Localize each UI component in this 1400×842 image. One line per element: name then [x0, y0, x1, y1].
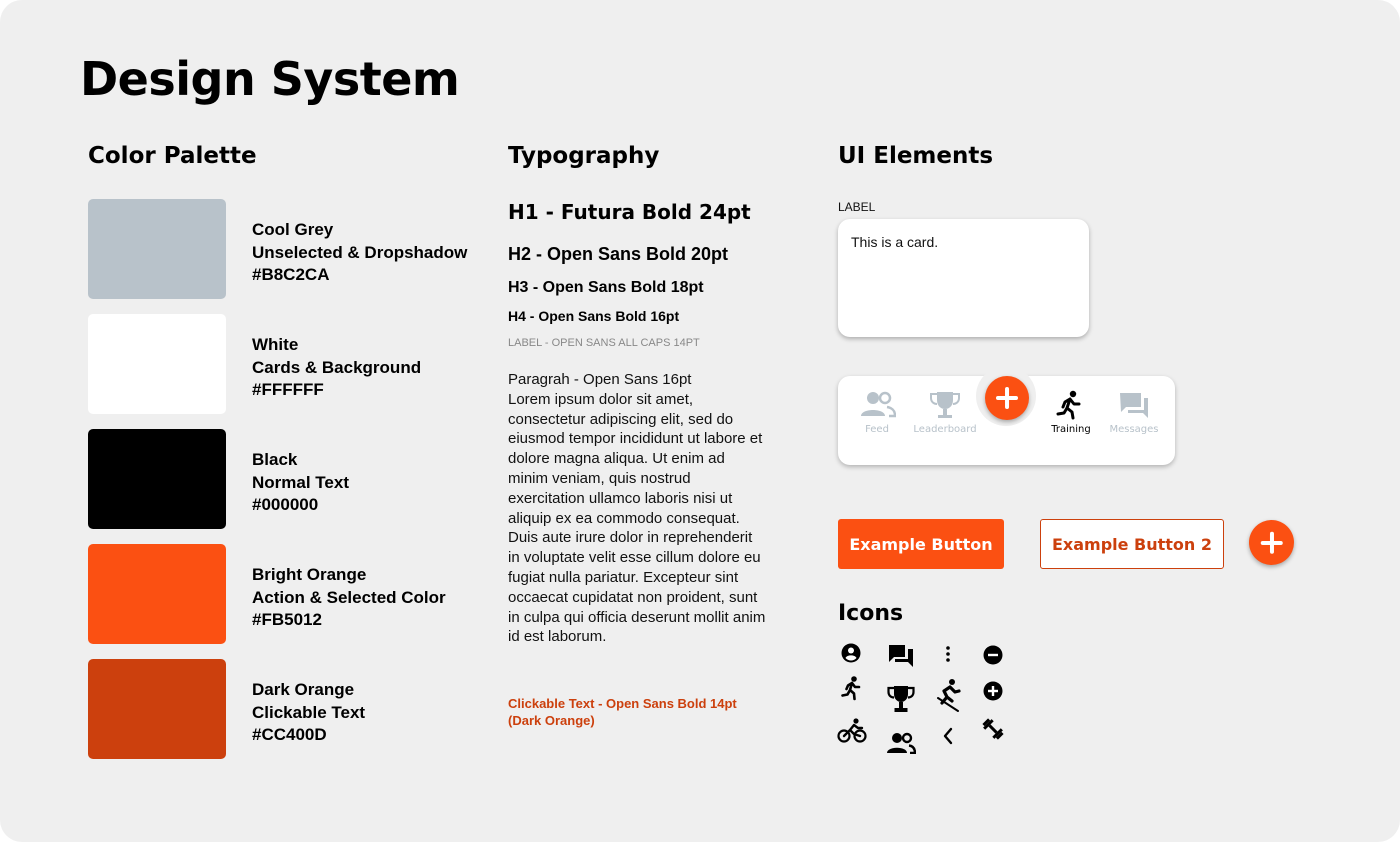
- color-swatch: [88, 659, 226, 759]
- color-swatch: [88, 544, 226, 644]
- trophy-icon: [886, 684, 916, 714]
- chevron-left-icon: [941, 727, 955, 745]
- nav-item-messages[interactable]: [1097, 376, 1171, 465]
- running-icon: [1054, 390, 1086, 420]
- h2-sample: H2 - Open Sans Bold 20pt: [508, 244, 729, 264]
- nav-label: Leaderboard: [913, 424, 977, 435]
- bottom-nav-bar: [838, 376, 1175, 465]
- color-hex: #FB5012: [252, 610, 322, 629]
- card-label: LABEL: [838, 200, 876, 214]
- add-fab-button-standalone[interactable]: [1249, 520, 1294, 565]
- color-name: Dark Orange: [252, 680, 355, 699]
- paragraph-title: Paragrah - Open Sans 16pt: [508, 371, 692, 388]
- h3-sample: H3 - Open Sans Bold 18pt: [508, 279, 704, 296]
- typography-heading: Typography: [508, 143, 660, 169]
- example-card[interactable]: [838, 219, 1089, 337]
- color-palette-heading: Color Palette: [88, 143, 257, 169]
- example-button-2[interactable]: Example Button 2: [1040, 519, 1224, 569]
- color-name: Bright Orange: [252, 565, 367, 584]
- color-usage: Action & Selected Color: [252, 587, 446, 607]
- nav-label: Training: [1051, 424, 1091, 435]
- paragraph-sample: [508, 370, 768, 647]
- color-info: [252, 449, 492, 517]
- nav-label: Messages: [1109, 424, 1159, 435]
- color-info: [252, 219, 492, 287]
- cycling-icon: [837, 718, 867, 744]
- color-name: Cool Grey: [252, 220, 334, 239]
- color-hex: #B8C2CA: [252, 265, 330, 284]
- forum-icon: [888, 644, 914, 668]
- example-button[interactable]: Example Button: [838, 519, 1004, 569]
- icons-heading: Icons: [838, 601, 904, 626]
- running-icon: [840, 676, 864, 702]
- color-info: [252, 564, 492, 632]
- add-fab-button[interactable]: [985, 376, 1029, 420]
- dumbbell-icon: [980, 716, 1006, 742]
- clickable-text-sample[interactable]: Clickable Text - Open Sans Bold 14pt (Dark Orange): [508, 696, 737, 728]
- nav-item-feed[interactable]: [840, 376, 914, 465]
- more-vertical-icon: [944, 645, 952, 663]
- minus-circle-icon: [983, 645, 1003, 665]
- color-swatch: [88, 429, 226, 529]
- color-info: [252, 334, 492, 402]
- account-circle-icon: [841, 643, 861, 663]
- color-usage: Normal Text: [252, 472, 349, 492]
- people-icon: [860, 390, 896, 418]
- h1-sample: H1 - Futura Bold 24pt: [508, 200, 751, 224]
- card-text: This is a card.: [851, 234, 939, 250]
- color-usage: Unselected & Dropshadow: [252, 242, 468, 262]
- people-icon: [886, 732, 916, 754]
- color-info: [252, 679, 492, 747]
- color-name: White: [252, 335, 299, 354]
- h4-sample: H4 - Open Sans Bold 16pt: [508, 308, 680, 324]
- nav-label: Feed: [865, 424, 889, 435]
- color-hex: #FFFFFF: [252, 380, 324, 399]
- color-swatch: [88, 314, 226, 414]
- color-swatch: [88, 199, 226, 299]
- chat-icon: [1117, 390, 1151, 420]
- ui-elements-heading: UI Elements: [838, 143, 994, 169]
- color-name: Black: [252, 450, 298, 469]
- color-hex: #CC400D: [252, 725, 327, 744]
- label-sample: LABEL - OPEN SANS ALL CAPS 14PT: [508, 337, 700, 349]
- paragraph-body: Lorem ipsum dolor sit amet, consectetur adipiscing elit, sed do eiusmod tempor incididunt ut labore et dolore magna aliqua. Ut enim ad minim veniam, quis nostrud exercitation ullamco laboris nisi ut aliquip ex ea commodo consequat. Duis aute irure dolor in reprehenderit in voluptate velit esse cillum dolore eu fugiat nulla pariatur. Excepteur sint occaecat cupidatat non proident, sunt in culpa qui officia deserunt mollit anim id est laborum.: [508, 390, 766, 646]
- page-title: Design System: [80, 52, 460, 106]
- skiing-icon: [934, 678, 962, 712]
- color-usage: Clickable Text: [252, 702, 366, 722]
- color-usage: Cards & Background: [252, 357, 422, 377]
- plus-circle-icon: [983, 681, 1003, 701]
- nav-item-leaderboard[interactable]: [908, 376, 982, 465]
- trophy-icon: [928, 390, 962, 420]
- color-hex: #000000: [252, 495, 319, 514]
